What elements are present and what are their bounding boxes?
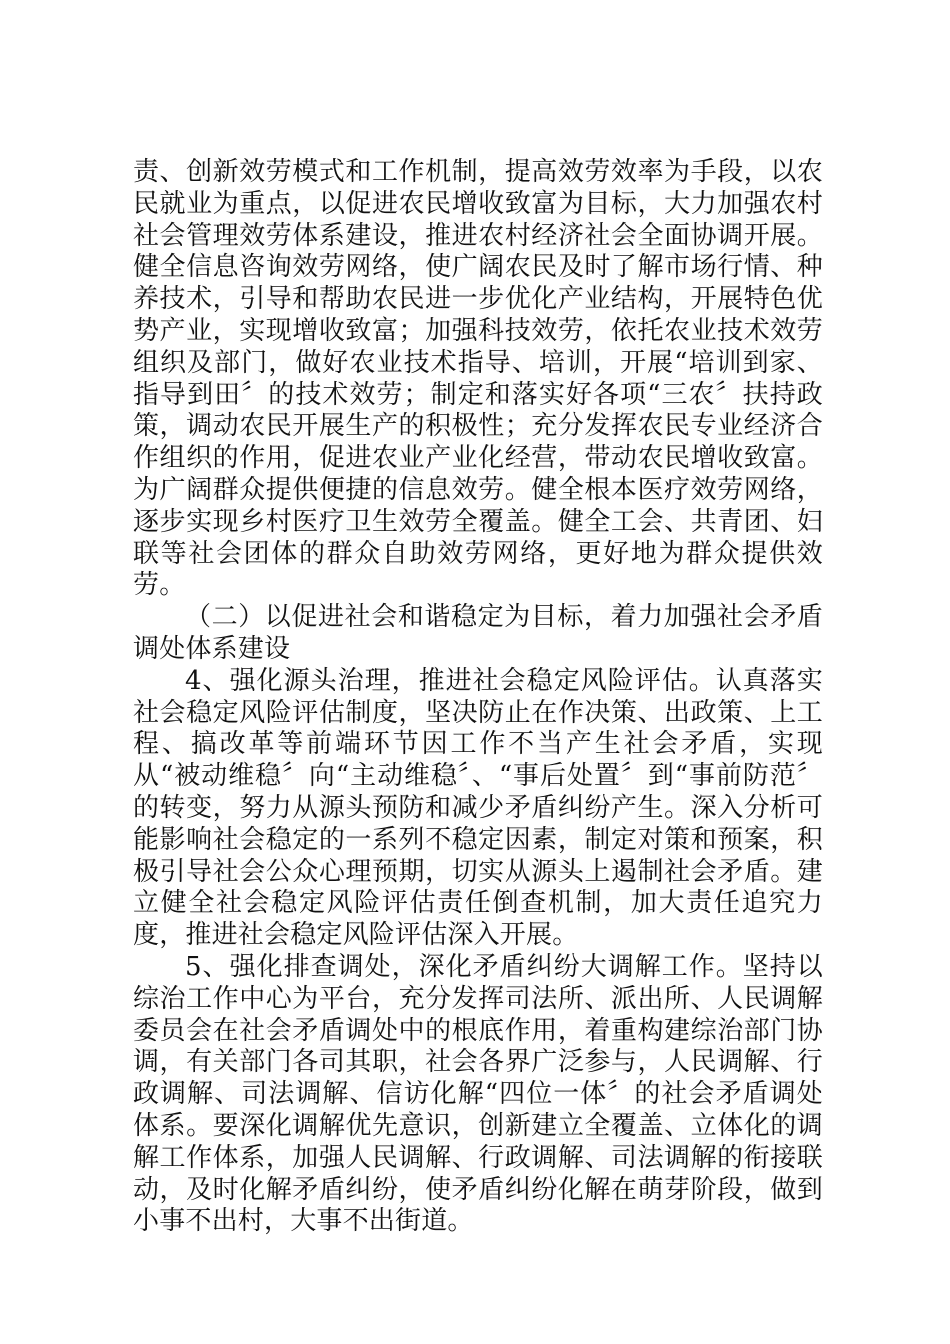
paragraph-item-5: 5、强化排查调处，深化矛盾纠纷大调解工作。坚持以综治工作中心为平台，充分发挥司法所、派出所、人民调解委员会在社会矛盾调处中的根底作用，着重构建综治部门协调，有关部门各司其职，社会各界广泛参与，人民调解、行政调解、司法调解、信访化解“四位一体〞的社会矛盾调处体系。要深化调解优先意识，创新建立全覆盖、立体化的调解工作体系，加强人民调解、行政调解、司法调解的衔接联动，及时化解矛盾纠纷，使矛盾纠纷化解在萌芽阶段，做到小事不出村，大事不出街道。 <box>133 951 823 1237</box>
body-text <box>133 157 823 1238</box>
section-heading: （二）以促进社会和谐稳定为目标，着力加强社会矛盾调处体系建设 <box>133 602 823 664</box>
paragraph-continuation: 责、创新效劳模式和工作机制，提高效劳效率为手段，以农民就业为重点，以促进农民增收致富为目标，大力加强农村社会管理效劳体系建设，推进农村经济社会全面协调开展。健全信息咨询效劳网络，使广阔农民及时了解市场行情、种养技术，引导和帮助农民进一步优化产业结构，开展特色优势产业，实现增收致富；加强科技效劳，依托农业技术效劳组织及部门，做好农业技术指导、培训，开展“培训到家、指导到田〞的技术效劳；制定和落实好各项“三农〞扶持政策，调动农民开展生产的积极性；充分发挥农民专业经济合作组织的作用，促进农业产业化经营，带动农民增收致富。为广阔群众提供便捷的信息效劳。健全根本医疗效劳网络，逐步实现乡村医疗卫生效劳全覆盖。健全工会、共青团、妇联等社会团体的群众自助效劳网络，更好地为群众提供效劳。 <box>133 157 823 601</box>
paragraph-item-4: 4、强化源头治理，推进社会稳定风险评估。认真落实社会稳定风险评估制度，坚决防止在作决策、出政策、上工程、搞改革等前端环节因工作不当产生社会矛盾，实现从“被动维稳〞向“主动维稳〞、“事后处置〞到“事前防范〞的转变，努力从源头预防和减少矛盾纠纷产生。深入分析可能影响社会稳定的一系列不稳定因素，制定对策和预案，积极引导社会公众心理预期，切实从源头上遏制社会矛盾。建立健全社会稳定风险评估责任倒查机制，加大责任追究力度，推进社会稳定风险评估深入开展。 <box>133 665 823 951</box>
